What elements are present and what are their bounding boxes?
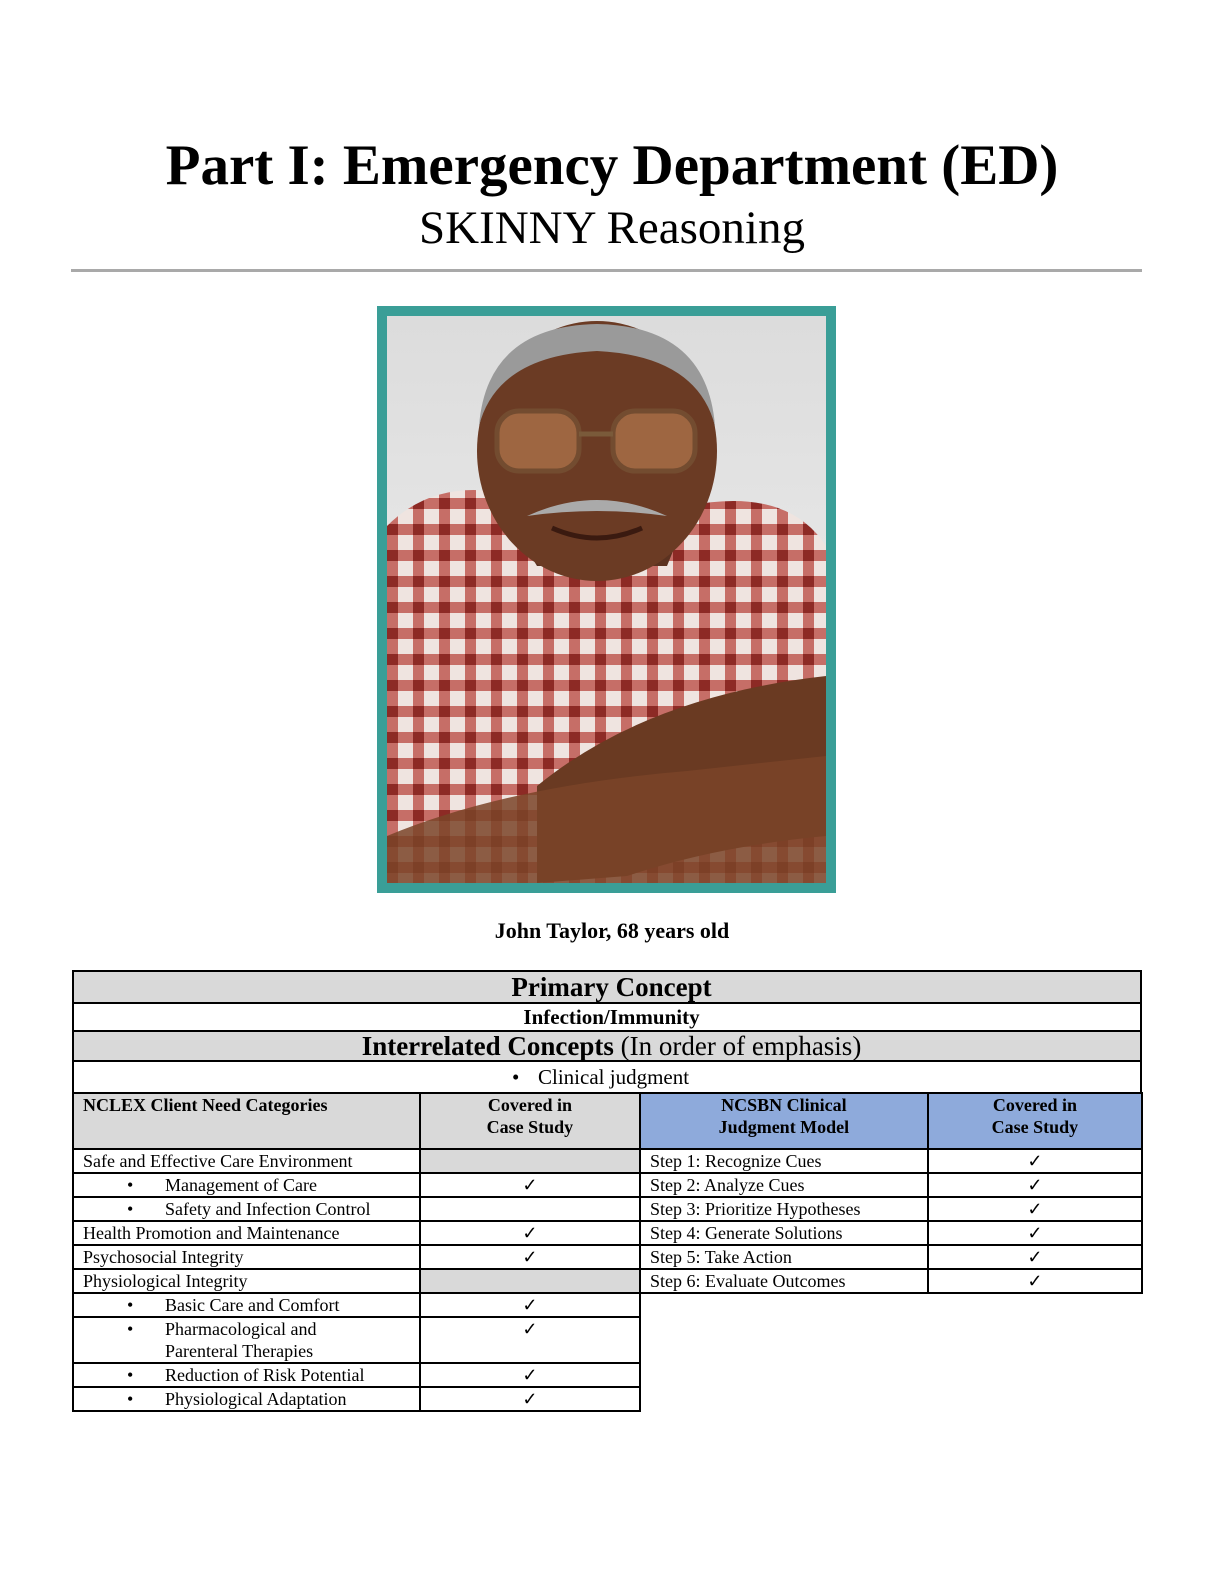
nclex-col-covered-line2: Case Study [486,1117,574,1137]
nclex-category-cell [73,1197,420,1221]
patient-photo [377,306,836,893]
nclex-category-cell [73,1149,420,1173]
table-row [640,1173,1142,1197]
nclex-category-label: Physiological Adaptation [165,1389,347,1409]
primary-concept-value: Infection/Immunity [73,1003,1141,1031]
check-mark-icon: ✓ [928,1221,1142,1245]
nclex-category-cell [73,1245,420,1269]
table-row [640,1269,1142,1293]
table-row [73,1269,640,1293]
interrelated-concept-label: Clinical judgment [538,1065,690,1089]
table-row [640,1197,1142,1221]
check-mark-icon: ✓ [420,1317,640,1363]
page-title: Part I: Emergency Department (ED) [165,134,1059,197]
title-divider [71,269,1142,272]
bullet-icon: • [127,1389,134,1409]
ncsbn-col-model-line2: Judgment Model [718,1117,850,1137]
table-row [73,1363,640,1387]
interrelated-concept-item [73,1061,1141,1093]
ncsbn-step-label: Step 6: Evaluate Outcomes [640,1269,928,1293]
check-mark-icon [420,1197,640,1221]
nclex-category-label: Safe and Effective Care Environment [83,1151,353,1171]
check-mark-icon: ✓ [420,1245,640,1269]
table-row [73,1173,640,1197]
table-row [640,1149,1142,1173]
interrelated-concepts-heading [73,1031,1141,1061]
table-row [73,1221,640,1245]
nclex-table [72,1092,641,1412]
ncsbn-step-label: Step 2: Analyze Cues [640,1173,928,1197]
check-mark-icon [420,1269,640,1293]
check-mark-icon: ✓ [420,1363,640,1387]
bullet-icon: • [127,1199,134,1219]
ncsbn-step-label: Step 4: Generate Solutions [640,1221,928,1245]
nclex-category-label: Psychosocial Integrity [83,1247,244,1267]
ncsbn-col-covered-line1: Covered in [992,1095,1078,1115]
ncsbn-col-covered [928,1093,1142,1149]
ncsbn-col-model-line1: NCSBN Clinical [721,1095,847,1115]
check-mark-icon: ✓ [928,1245,1142,1269]
ncsbn-step-label: Step 5: Take Action [640,1245,928,1269]
nclex-category-cell [73,1387,420,1411]
check-mark-icon [420,1149,640,1173]
primary-concept-heading: Primary Concept [73,971,1141,1003]
table-row [73,1197,640,1221]
photo-caption: John Taylor, 68 years old [494,918,730,943]
bullet-icon: • [512,1065,520,1089]
bullet-icon: • [127,1319,134,1339]
bullet-icon: • [127,1365,134,1385]
check-mark-icon: ✓ [928,1149,1142,1173]
ncsbn-step-label: Step 3: Prioritize Hypotheses [640,1197,928,1221]
ncsbn-step-label: Step 1: Recognize Cues [640,1149,928,1173]
check-mark-icon: ✓ [420,1387,640,1411]
nclex-category-label-line2: Parenteral Therapies [165,1341,314,1361]
ncsbn-col-covered-line2: Case Study [991,1117,1079,1137]
check-mark-icon: ✓ [420,1293,640,1317]
ncsbn-table [639,1092,1143,1294]
nclex-category-label: Health Promotion and Maintenance [83,1223,340,1243]
nclex-category-label: Management of Care [165,1175,317,1195]
bullet-icon: • [127,1175,134,1195]
nclex-category-cell [73,1173,420,1197]
ncsbn-col-model [640,1093,928,1149]
nclex-category-label: Pharmacological and [165,1319,317,1339]
concept-table [72,970,1142,1094]
patient-portrait-illustration [387,316,826,883]
interrelated-concepts-note: (In order of emphasis) [620,1031,862,1061]
nclex-category-label: Safety and Infection Control [165,1199,371,1219]
page-subtitle: SKINNY Reasoning [419,202,805,254]
nclex-category-label: Physiological Integrity [83,1271,248,1291]
nclex-category-cell [73,1317,420,1363]
interrelated-concepts-title: Interrelated Concepts [361,1031,614,1061]
check-mark-icon: ✓ [928,1269,1142,1293]
nclex-category-cell [73,1269,420,1293]
table-row [73,1387,640,1411]
nclex-col-covered-line1: Covered in [487,1095,572,1115]
nclex-category-label: Reduction of Risk Potential [165,1365,365,1385]
table-row [73,1245,640,1269]
table-row [73,1149,640,1173]
nclex-col-categories: NCLEX Client Need Categories [73,1093,420,1149]
nclex-category-cell [73,1293,420,1317]
table-row [73,1293,640,1317]
table-row [640,1221,1142,1245]
table-row [640,1245,1142,1269]
nclex-category-label: Basic Care and Comfort [165,1295,340,1315]
table-row [73,1317,640,1363]
nclex-col-covered [420,1093,640,1149]
nclex-category-cell [73,1221,420,1245]
nclex-category-cell [73,1363,420,1387]
check-mark-icon: ✓ [928,1173,1142,1197]
check-mark-icon: ✓ [420,1221,640,1245]
check-mark-icon: ✓ [420,1173,640,1197]
check-mark-icon: ✓ [928,1197,1142,1221]
bullet-icon: • [127,1295,134,1315]
